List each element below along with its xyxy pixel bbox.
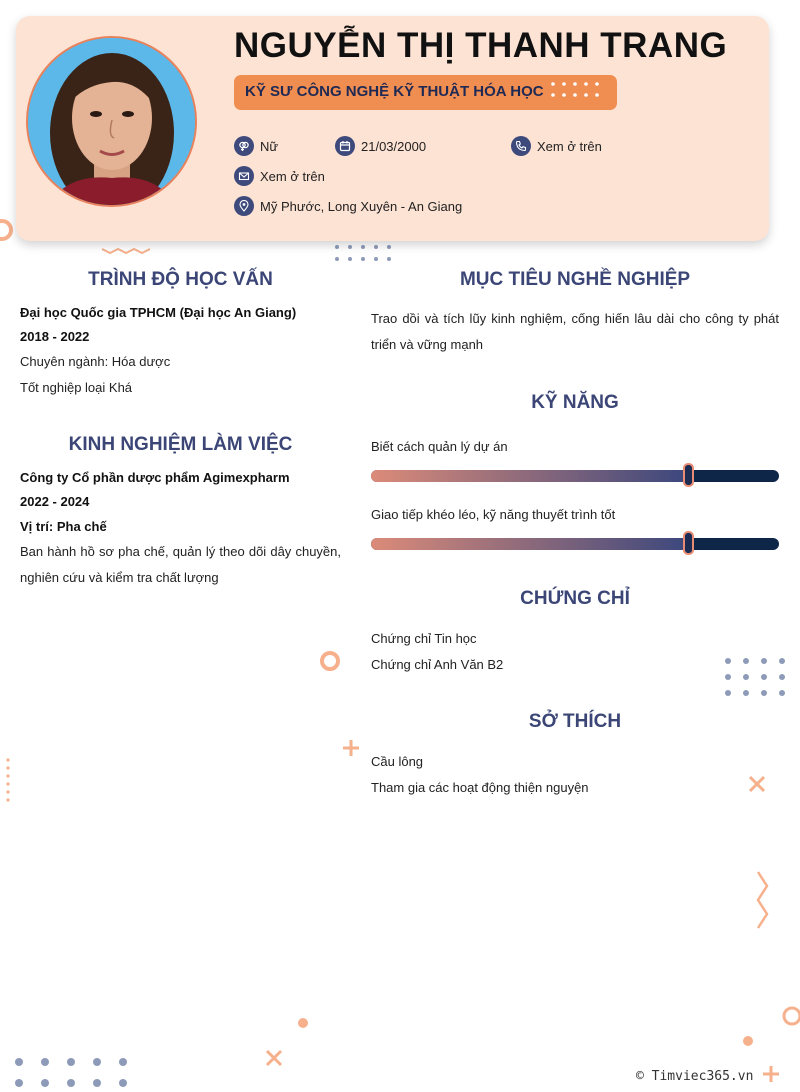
dots-decoration [550,81,602,103]
skill-label: Giao tiếp khéo léo, kỹ năng thuyết trình tốt [371,507,616,522]
address-value: Mỹ Phước, Long Xuyên - An Giang [260,198,463,214]
education-school: Đại học Quốc gia TPHCM (Đại học An Giang) [20,305,297,320]
skill-bar-handle [683,463,694,487]
gender-info [234,136,278,156]
birthdate-value: 21/03/2000 [361,138,427,154]
avatar [26,36,197,207]
hobby-item: Cầu lông [371,754,424,769]
education-title: TRÌNH ĐỘ HỌC VẤN [88,269,273,290]
calendar-icon [335,136,355,156]
skill-bar-fill [371,470,689,482]
phone-icon [511,136,531,156]
certificate-item: Chứng chỉ Anh Văn B2 [371,657,504,672]
job-title: KỸ SƯ CÔNG NGHỆ KỸ THUẬT HÓA HỌC [245,83,544,100]
education-years: 2018 - 2022 [20,329,90,344]
education-major: Chuyên ngành: Hóa dược [20,354,171,369]
experience-company: Công ty Cổ phần dược phẩm Agimexpharm [20,470,290,485]
education-grade: Tốt nghiệp loại Khá [20,380,133,395]
address-info [234,196,462,216]
skill-bar [371,538,779,550]
skill-bar-handle [683,531,694,555]
skill-bar-fill [371,538,689,550]
phone-value: Xem ở trên [537,138,602,154]
hobbies-title: SỞ THÍCH [528,711,622,732]
gender-icon [234,136,254,156]
gender-value: Nữ [260,138,279,154]
email-value: Xem ở trên [260,168,325,184]
objective-title: MỤC TIÊU NGHỀ NGHIỆP [459,269,691,290]
location-pin-icon [234,196,254,216]
experience-title: KINH NGHIỆM LÀM VIỆC [68,434,293,455]
experience-years: 2022 - 2024 [20,494,90,509]
full-name: NGUYỄN THỊ THANH TRANG [234,26,728,65]
skills-title: KỸ NĂNG [531,392,619,413]
mail-icon [234,166,254,186]
phone-info [511,136,602,156]
watermark: © Timviec365.vn [636,1069,754,1084]
hobby-item: Tham gia các hoạt động thiện nguyện [371,780,589,795]
certificate-item: Chứng chỉ Tin học [371,631,477,646]
certificates-title: CHỨNG CHỈ [520,588,630,609]
objective-text: Trao dồi và tích lũy kinh nghiệm, cống hiến lâu dài cho công ty phát triển và vững mạnh [371,311,779,352]
profile-photo [28,38,195,205]
skill-label: Biết cách quản lý dự án [371,439,508,454]
email-info [234,166,325,186]
experience-position: Vị trí: Pha chế [20,519,107,534]
experience-description: Ban hành hồ sơ pha chế, quản lý theo dõi dây chuyền, nghiên cứu và kiểm tra chất lượng [20,544,341,585]
skill-bar [371,470,779,482]
job-title-badge [234,75,617,110]
birthdate-info [335,136,426,156]
